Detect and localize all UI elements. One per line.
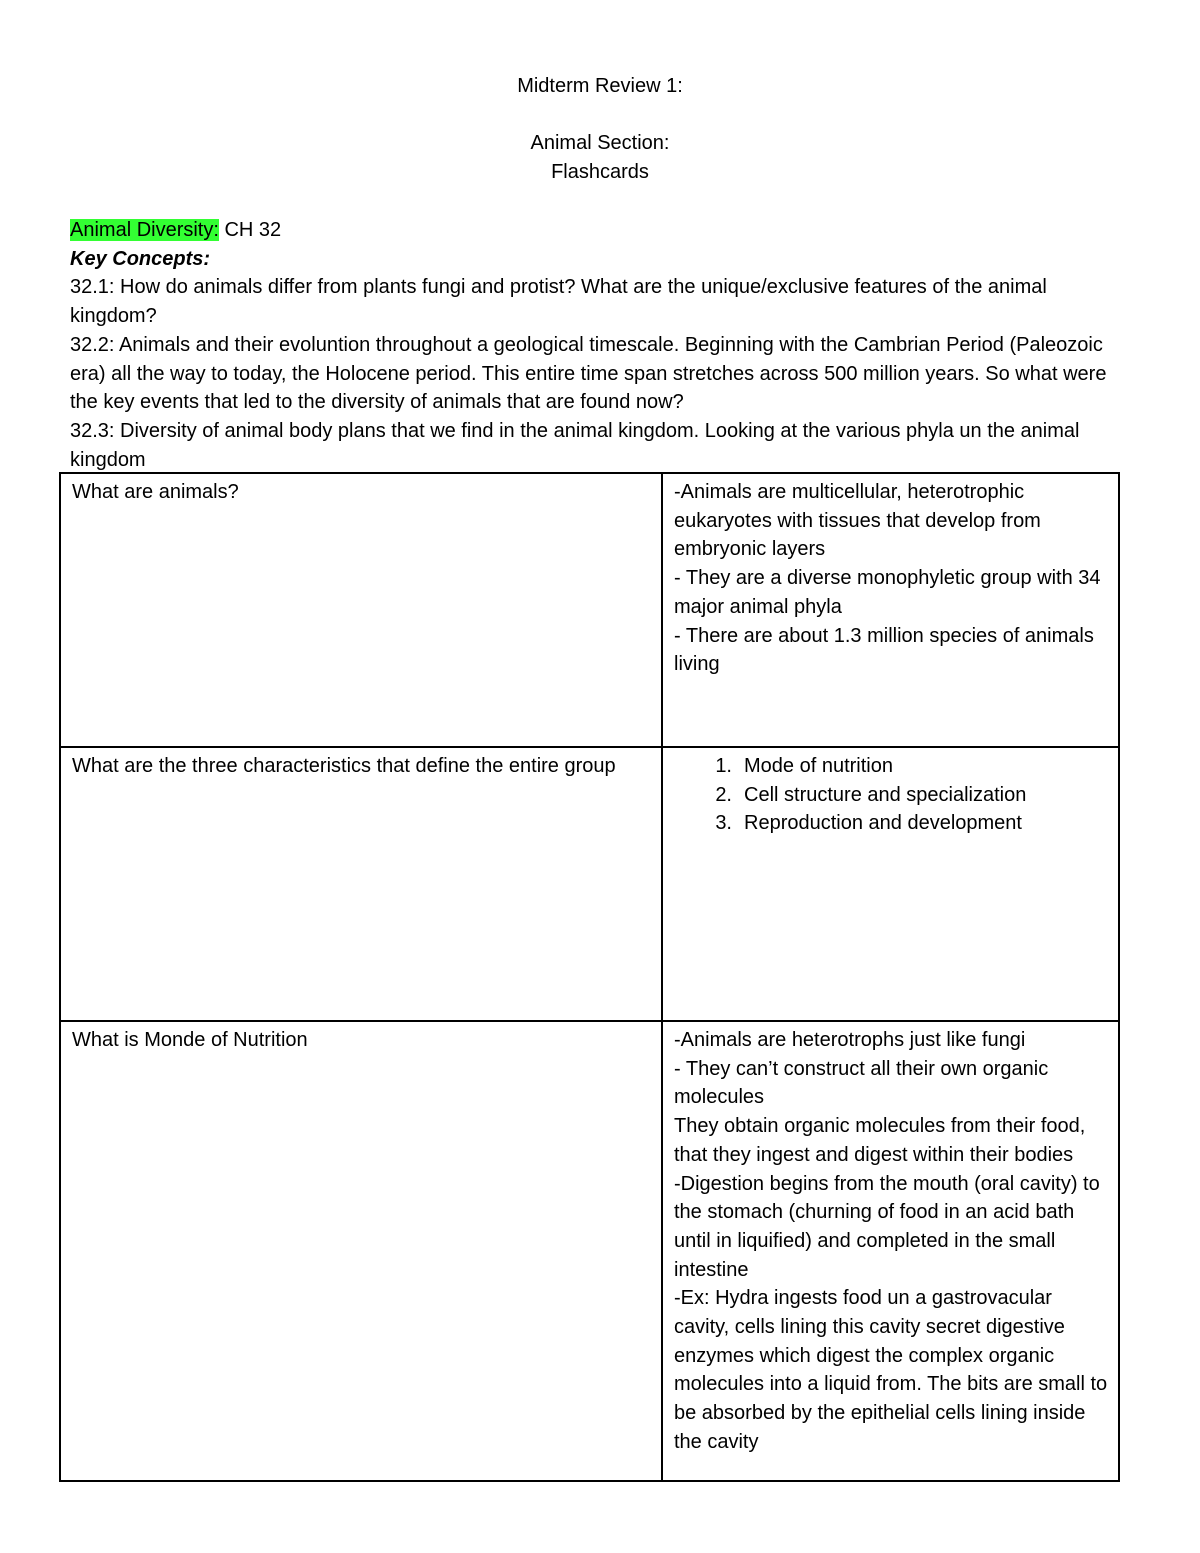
answer-line: - They can’t construct all their own organic molecules: [674, 1057, 1049, 1109]
concept-text: Animals and their evoluntion throughout a geological timescale. Beginning with the Cambrian Period (Paleozoic era) all the way to today, the Holocene period. This entire time span stretches across 500 million years. So what were the key events that led to the diversity of animals that are found now?: [70, 333, 1107, 414]
answer-line: -Digestion begins from the mouth (oral cavity) to the stomach (churning of food in an acid bath until in liquified) and completed in the small intestine: [674, 1172, 1100, 1281]
list-number: 3.: [715, 812, 732, 835]
answer-line: - There are about 1.3 million species of animals living: [674, 624, 1094, 676]
concept-item: [70, 417, 1120, 474]
answer-line: -Ex: Hydra ingests food un a gastrovacular cavity, cells lining this cavity secret digestive enzymes which digest the complex organic molecules into a liquid from. The bits are small to be absorbed by the epithelial cells lining inside the cavity: [674, 1287, 1108, 1453]
concept-item: [70, 331, 1120, 417]
list-item: [674, 781, 1108, 810]
table-row: [60, 747, 1119, 1021]
table-row: [60, 1021, 1119, 1481]
concept-text: Diversity of animal body plans that we find in the animal kingdom. Looking at the various phyla un the animal kingdom: [70, 419, 1080, 471]
flashcard-answer: [662, 473, 1119, 747]
flashcard-answer: [662, 1021, 1119, 1481]
answer-line: -Animals are heterotrophs just like fungi: [674, 1029, 1026, 1051]
list-number: 2.: [715, 783, 732, 806]
flashcards-table: [59, 472, 1120, 1482]
flashcard-question: What is Monde of Nutrition: [60, 1021, 662, 1481]
list-text: Mode of nutrition: [744, 755, 893, 777]
flashcard-answer: [662, 747, 1119, 1021]
numbered-list: [674, 752, 1108, 838]
key-concepts-label: Key Concepts:: [70, 247, 211, 270]
list-text: Cell structure and specialization: [744, 783, 1027, 806]
intro-section: [70, 216, 1120, 474]
table-row: [60, 473, 1119, 747]
concept-text: How do animals differ from plants fungi and protist? What are the unique/exclusive features of the animal kingdom?: [70, 276, 1047, 328]
answer-line: - They are a diverse monophyletic group with 34 major animal phyla: [674, 567, 1101, 618]
list-item: [674, 752, 1108, 781]
flashcard-question: What are animals?: [60, 473, 662, 747]
concept-number: 32.1:: [70, 276, 115, 299]
list-number: 1.: [715, 755, 732, 777]
concept-number: 32.2:: [70, 333, 115, 356]
document-subtitle: Flashcards: [551, 161, 649, 184]
flashcard-question: What are the three characteristics that define the entire group: [60, 747, 662, 1021]
topic-line: [70, 216, 1120, 245]
topic-highlight: Animal Diversity:: [70, 219, 219, 241]
topic-chapter: CH 32: [218, 219, 282, 241]
document-title: Midterm Review 1:: [517, 75, 683, 97]
answer-line: -Animals are multicellular, heterotrophic eukaryotes with tissues that develop from embryonic layers: [674, 481, 1041, 561]
list-text: Reproduction and development: [744, 812, 1022, 835]
title-block: [0, 72, 1200, 187]
answer-line: They obtain organic molecules from their food, that they ingest and digest within their bodies: [674, 1115, 1086, 1166]
spacer: [0, 101, 1200, 130]
section-heading: Animal Section:: [530, 132, 670, 155]
list-item: [674, 809, 1108, 838]
concept-number: 32.3:: [70, 419, 115, 442]
concept-item: [70, 273, 1120, 330]
